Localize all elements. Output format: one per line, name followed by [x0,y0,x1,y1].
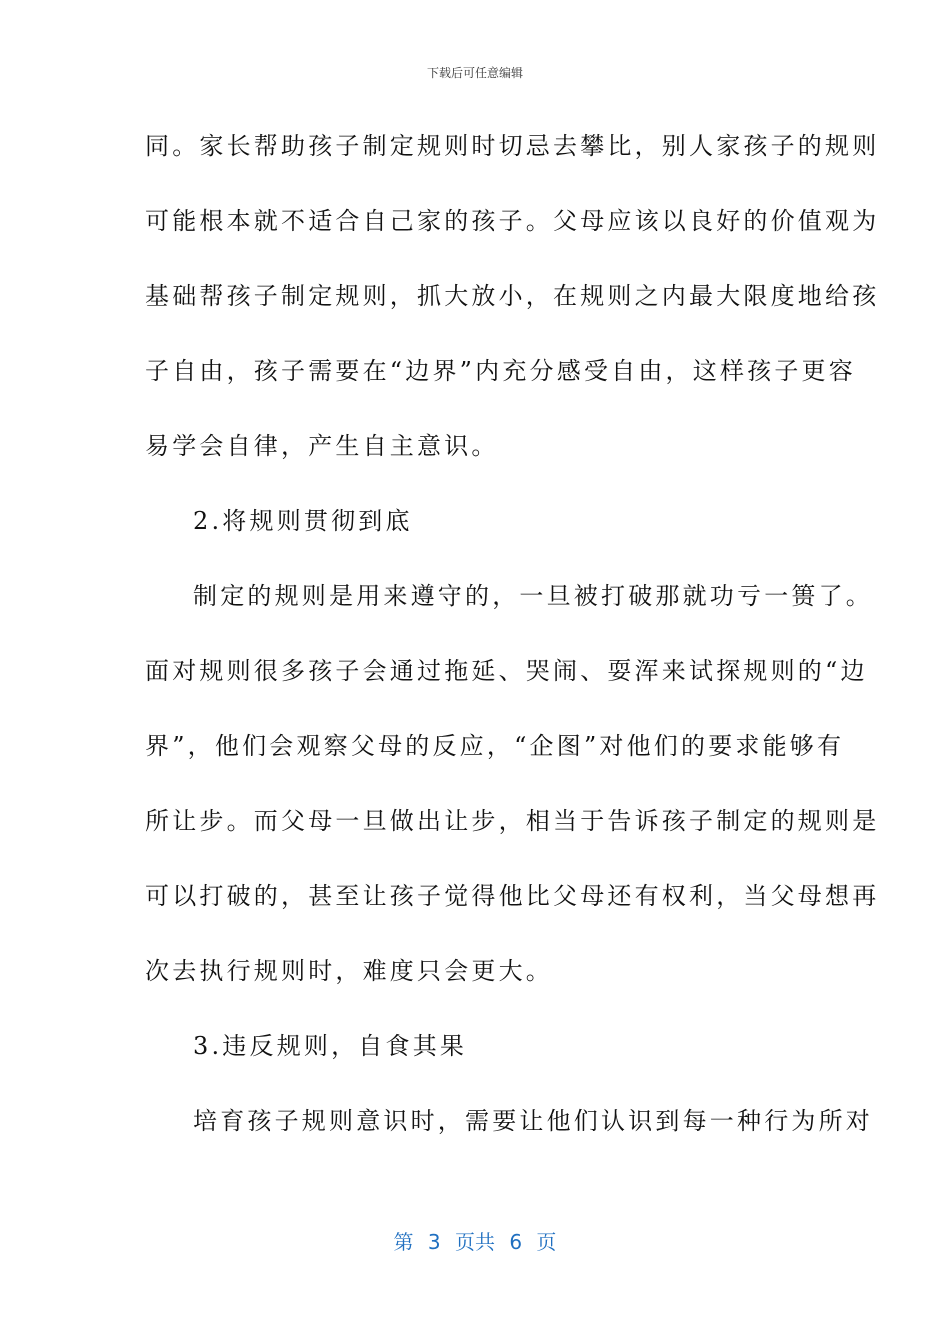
body-line: 同。家长帮助孩子制定规则时切忌去攀比，别人家孩子的规则 [145,132,880,160]
body-line: 面对规则很多孩子会通过拖延、哭闹、耍浑来试探规则的“边 [145,657,868,685]
paragraph-start: 培育孩子规则意识时，需要让他们认识到每一种行为所对 [193,1107,873,1135]
body-line: 易学会自律，产生自主意识。 [145,432,499,460]
section-heading: 3.违反规则，自食其果 [193,1032,468,1060]
body-line: 可以打破的，甚至让孩子觉得他比父母还有权利，当父母想再 [145,882,880,910]
page-header: 下载后可任意编辑 [426,66,523,80]
paragraph-start: 制定的规则是用来遵守的，一旦被打破那就功亏一篑了。 [193,582,873,610]
section-heading: 2.将规则贯彻到底 [193,507,413,535]
page-footer: 第 3 页共 6 页 [393,1230,557,1254]
document-body [145,126,880,1176]
body-line: 所让步。而父母一旦做出让步，相当于告诉孩子制定的规则是 [145,807,880,835]
body-line: 次去执行规则时，难度只会更大。 [145,957,553,985]
body-line: 界”，他们会观察父母的反应，“企图”对他们的要求能够有 [145,732,845,760]
body-line: 可能根本就不适合自己家的孩子。父母应该以良好的价值观为 [145,207,880,235]
body-line: 基础帮孩子制定规则，抓大放小，在规则之内最大限度地给孩 [145,282,880,310]
body-line: 子自由，孩子需要在“边界”内充分感受自由，这样孩子更容 [145,357,856,385]
